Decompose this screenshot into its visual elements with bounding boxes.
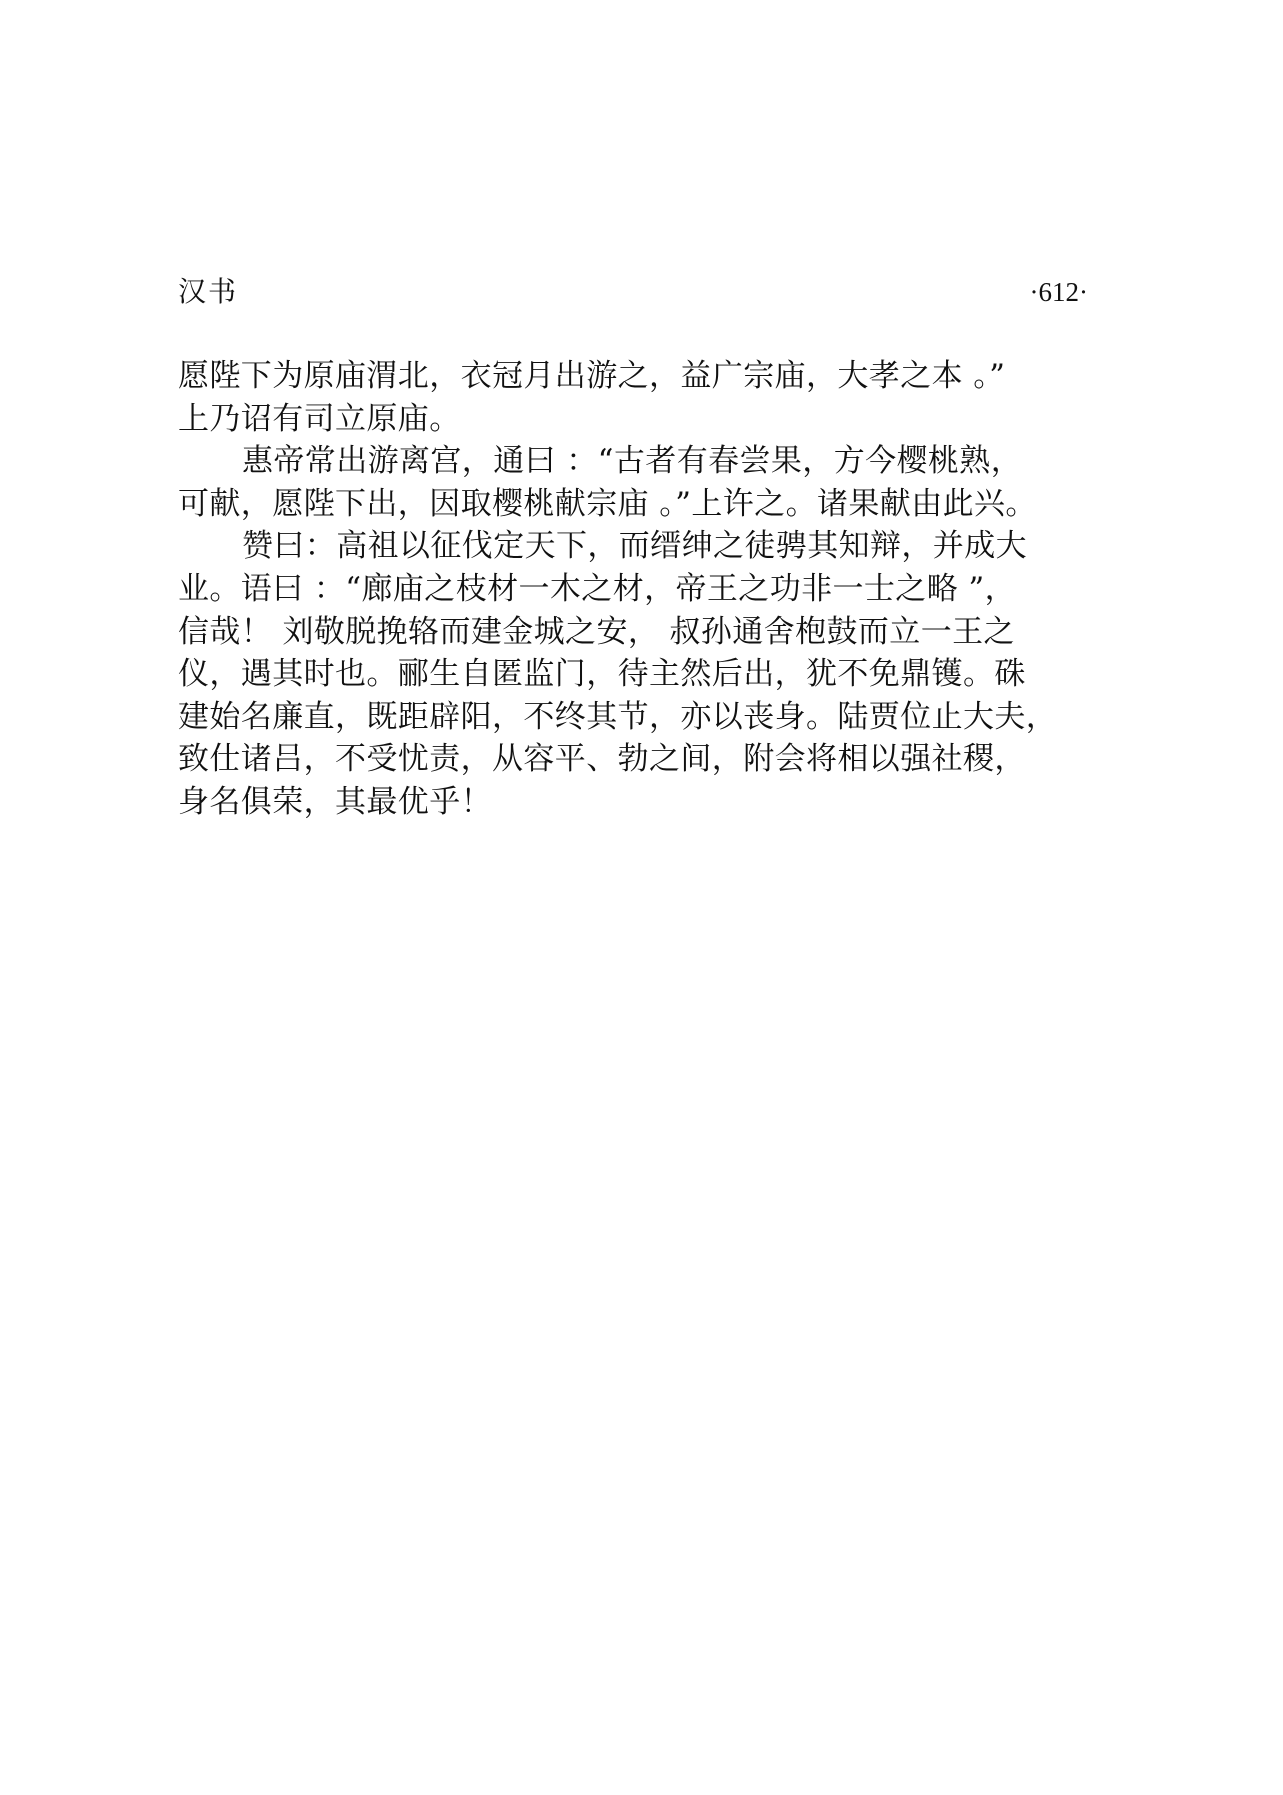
page-number: ·612·	[1029, 277, 1088, 307]
text-line: 上乃诏有司立原庙。	[178, 400, 461, 437]
paragraph-first-line: 赞曰：高祖以征伐定天下，而缙绅之徒骋其知辩，并成大	[242, 528, 1027, 565]
text-line: 愿陛下为原庙渭北，衣冠月出游之，益广宗庙，大孝之本 。”	[178, 358, 1006, 394]
text-line: 信哉！ 刘敬脱挽辂而建金城之安， 叔孙通舍枹鼓而立一王之	[178, 613, 1015, 650]
text-line: 可献，愿陛下出，因取樱桃献宗庙 。”上许之。诸果献由此兴。	[178, 485, 1037, 522]
text-line: 建始名廉直，既距辟阳，不终其节，亦以丧身。陆贾位止大夫，	[178, 698, 1058, 735]
body-text	[178, 355, 1088, 824]
text-line: 仪，遇其时也。郦生自匿监门，待主然后出，犹不免鼎镬。硃	[178, 656, 1026, 693]
text-line: 致仕诸吕，不受忧责，从容平、勃之间，附会将相以强社稷，	[178, 741, 1026, 778]
running-head	[178, 272, 1088, 312]
paragraph-first-line: 惠帝常出游离宫，通曰 ：“古者有春尝果，方今樱桃熟，	[242, 443, 1023, 480]
book-title: 汉书	[178, 275, 239, 308]
text-line: 身名俱荣，其最优乎！	[178, 783, 492, 820]
text-line: 业。语曰 ：“廊庙之枝材一木之材，帝王之功非一士之略 ”，	[178, 570, 1017, 607]
